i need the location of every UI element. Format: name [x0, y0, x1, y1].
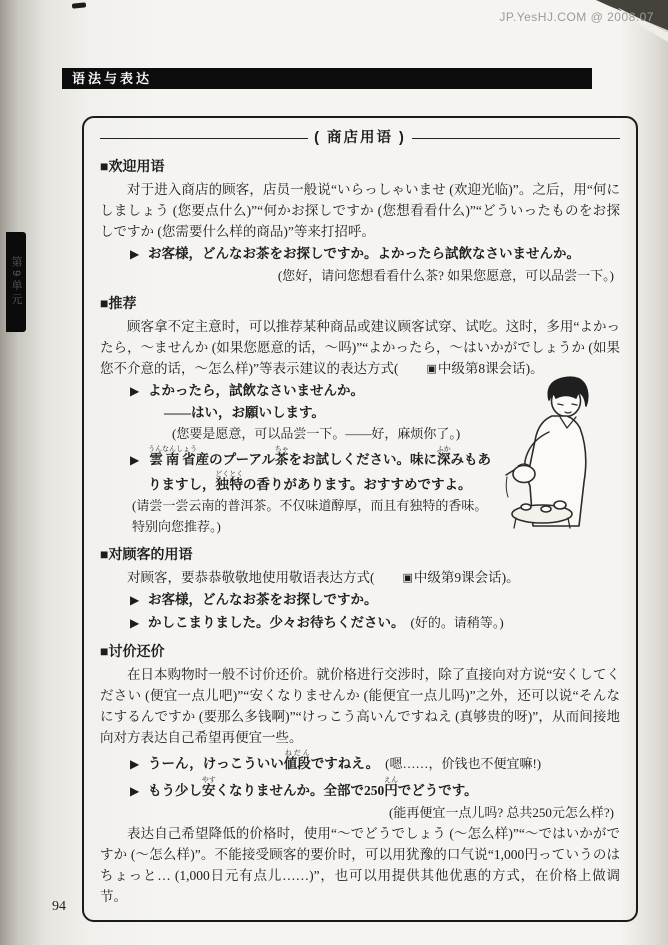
title-rule-left: [100, 138, 308, 139]
section-heading: ■推荐: [100, 295, 137, 311]
translation-cn: (您要是愿意，可以品尝一下。——好，麻烦你了。): [172, 426, 461, 441]
section-heading: ■对顾客的用语: [100, 546, 193, 562]
example-jp-ruby: もう少し安やすくなりませんか。全部で250円えんでどうです。: [148, 776, 478, 798]
example-sentence: [130, 749, 620, 775]
translation-cn-inline: (好的。请稍等。): [410, 615, 504, 630]
section-welcome: [100, 156, 620, 286]
bullet-arrow-icon: ▶: [130, 757, 140, 771]
example-sentence: [130, 776, 620, 802]
example-sentence: [130, 243, 620, 265]
scan-artifact-mark: [72, 2, 86, 8]
example-sentence: [130, 589, 620, 611]
bullet-arrow-icon: ▶: [130, 593, 140, 607]
bullet-arrow-icon: ▶: [130, 453, 140, 467]
translation-cn: (能再便宜一点儿吗? 总共250元怎么样?): [389, 805, 614, 820]
page-number: 94: [52, 899, 66, 914]
bullet-arrow-icon: ▶: [130, 616, 140, 630]
bullet-arrow-icon: ▶: [130, 384, 140, 398]
section-recommend: [100, 293, 620, 537]
section-customer-language: [100, 544, 620, 634]
content-box: [82, 116, 638, 922]
example-jp: お客様，どんなお茶をお探しですか。よかったら試飲なさいませんか。: [148, 246, 580, 261]
lesson-reference: 中级第9课会话)。: [413, 570, 520, 585]
section-bargaining: [100, 641, 620, 907]
bullet-arrow-icon: ▶: [130, 247, 140, 261]
box-title-row: [100, 128, 620, 149]
example-jp: かしこまりました。少々お待ちください。: [148, 615, 405, 630]
header-title: 语法与表达: [72, 71, 153, 86]
example-jp-ruby: うーん，けっこういい値段ねだんですねえ。: [148, 749, 380, 771]
example-jp: よかったら，試飲なさいませんか。: [148, 383, 364, 398]
paragraph-text: 对顾客，要恭恭敬敬地使用敬语表达方式(: [127, 570, 375, 585]
section-heading: ■讨价还价: [100, 643, 165, 659]
body-paragraph: 对于进入商店的顾客，店员一般说“いらっしゃいませ (欢迎光临)”。之后，用“何にしましょう (您要点什么)”“何かお探しですか (您想看看什么)”“どういったものをお探しですか (您需要什么样的商品)”等来打招呼。: [100, 182, 620, 239]
translation-cn: (您好，请问您想看看什么茶? 如果您愿意，可以品尝一下。): [277, 268, 614, 283]
unit-side-tab: [6, 232, 26, 332]
book-icon: ▣: [426, 363, 437, 375]
reply-line: ——はい，お願いします。: [164, 405, 325, 420]
bullet-arrow-icon: ▶: [130, 784, 140, 798]
body-paragraph: [100, 567, 620, 588]
tea-pouring-illustration: [502, 374, 620, 532]
section-heading: ■欢迎用语: [100, 158, 165, 174]
examples-with-illustration: [100, 380, 620, 537]
body-paragraph: 表达自己希望降低的价格时，使用“〜でどうでしょう (〜怎么样)”“〜ではいかがですか (〜怎么样)”。不能接受顾客的要价时，可以用犹豫的口气说“1,000円っていうのはちょっと… (1,000日元有点儿……)”，也可以用提供其他优惠的方式，在价格上做调节。: [100, 826, 620, 904]
example-jp: お客様，どんなお茶をお探しですか。: [148, 592, 378, 607]
translation-cn: (请尝一尝云南的普洱茶。不仅味道醇厚，而且有独特的香味。特别向您推荐。): [132, 498, 488, 534]
book-icon: ▣: [402, 572, 413, 584]
body-paragraph: 在日本购物时一般不讨价还价。就价格进行交涉时，除了直接向对方说“安くしてください (便宜一点儿吧)”“安くなりませんか (能便宜一点儿吗)”之外，还可以说“そんなにするんですか (要那么多钱啊)”“けっこう高いんですねえ (真够贵的呀)”，从而间接地向对方表达自己希望再便宜一些。: [100, 667, 620, 745]
watermark: JP.YesHJ.COM @ 2008.07: [499, 10, 654, 24]
box-title: ( 商店用语 ): [314, 130, 406, 146]
translation-cn-inline: (嗯……，价钱也不便宜嘛!): [385, 756, 542, 771]
unit-side-tab-label: 第9单元: [10, 256, 22, 308]
title-rule-right: [412, 138, 620, 139]
lesson-reference: 中级第8课会话)。: [437, 361, 544, 376]
paragraph-text: 顾客拿不定主意时，可以推荐某种商品或建议顾客试穿、试吃。这时，多用“よかったら，〜ませんか (如果您愿意的话，〜吗)”“よかったら，〜はいかがでしょうか (如果您不介意的话，〜怎么样)”等表示建议的表达方式(: [100, 319, 620, 376]
section-header-bar: [62, 68, 592, 89]
body-paragraph: [100, 316, 620, 379]
example-sentence: [130, 612, 620, 634]
example-jp-ruby: 雲南省うんなんしょう産のプーアル茶ちゃをお試しください。味に深ふかみもありますし，独特どくとくの香りがあります。おすすめですよ。: [148, 445, 491, 492]
